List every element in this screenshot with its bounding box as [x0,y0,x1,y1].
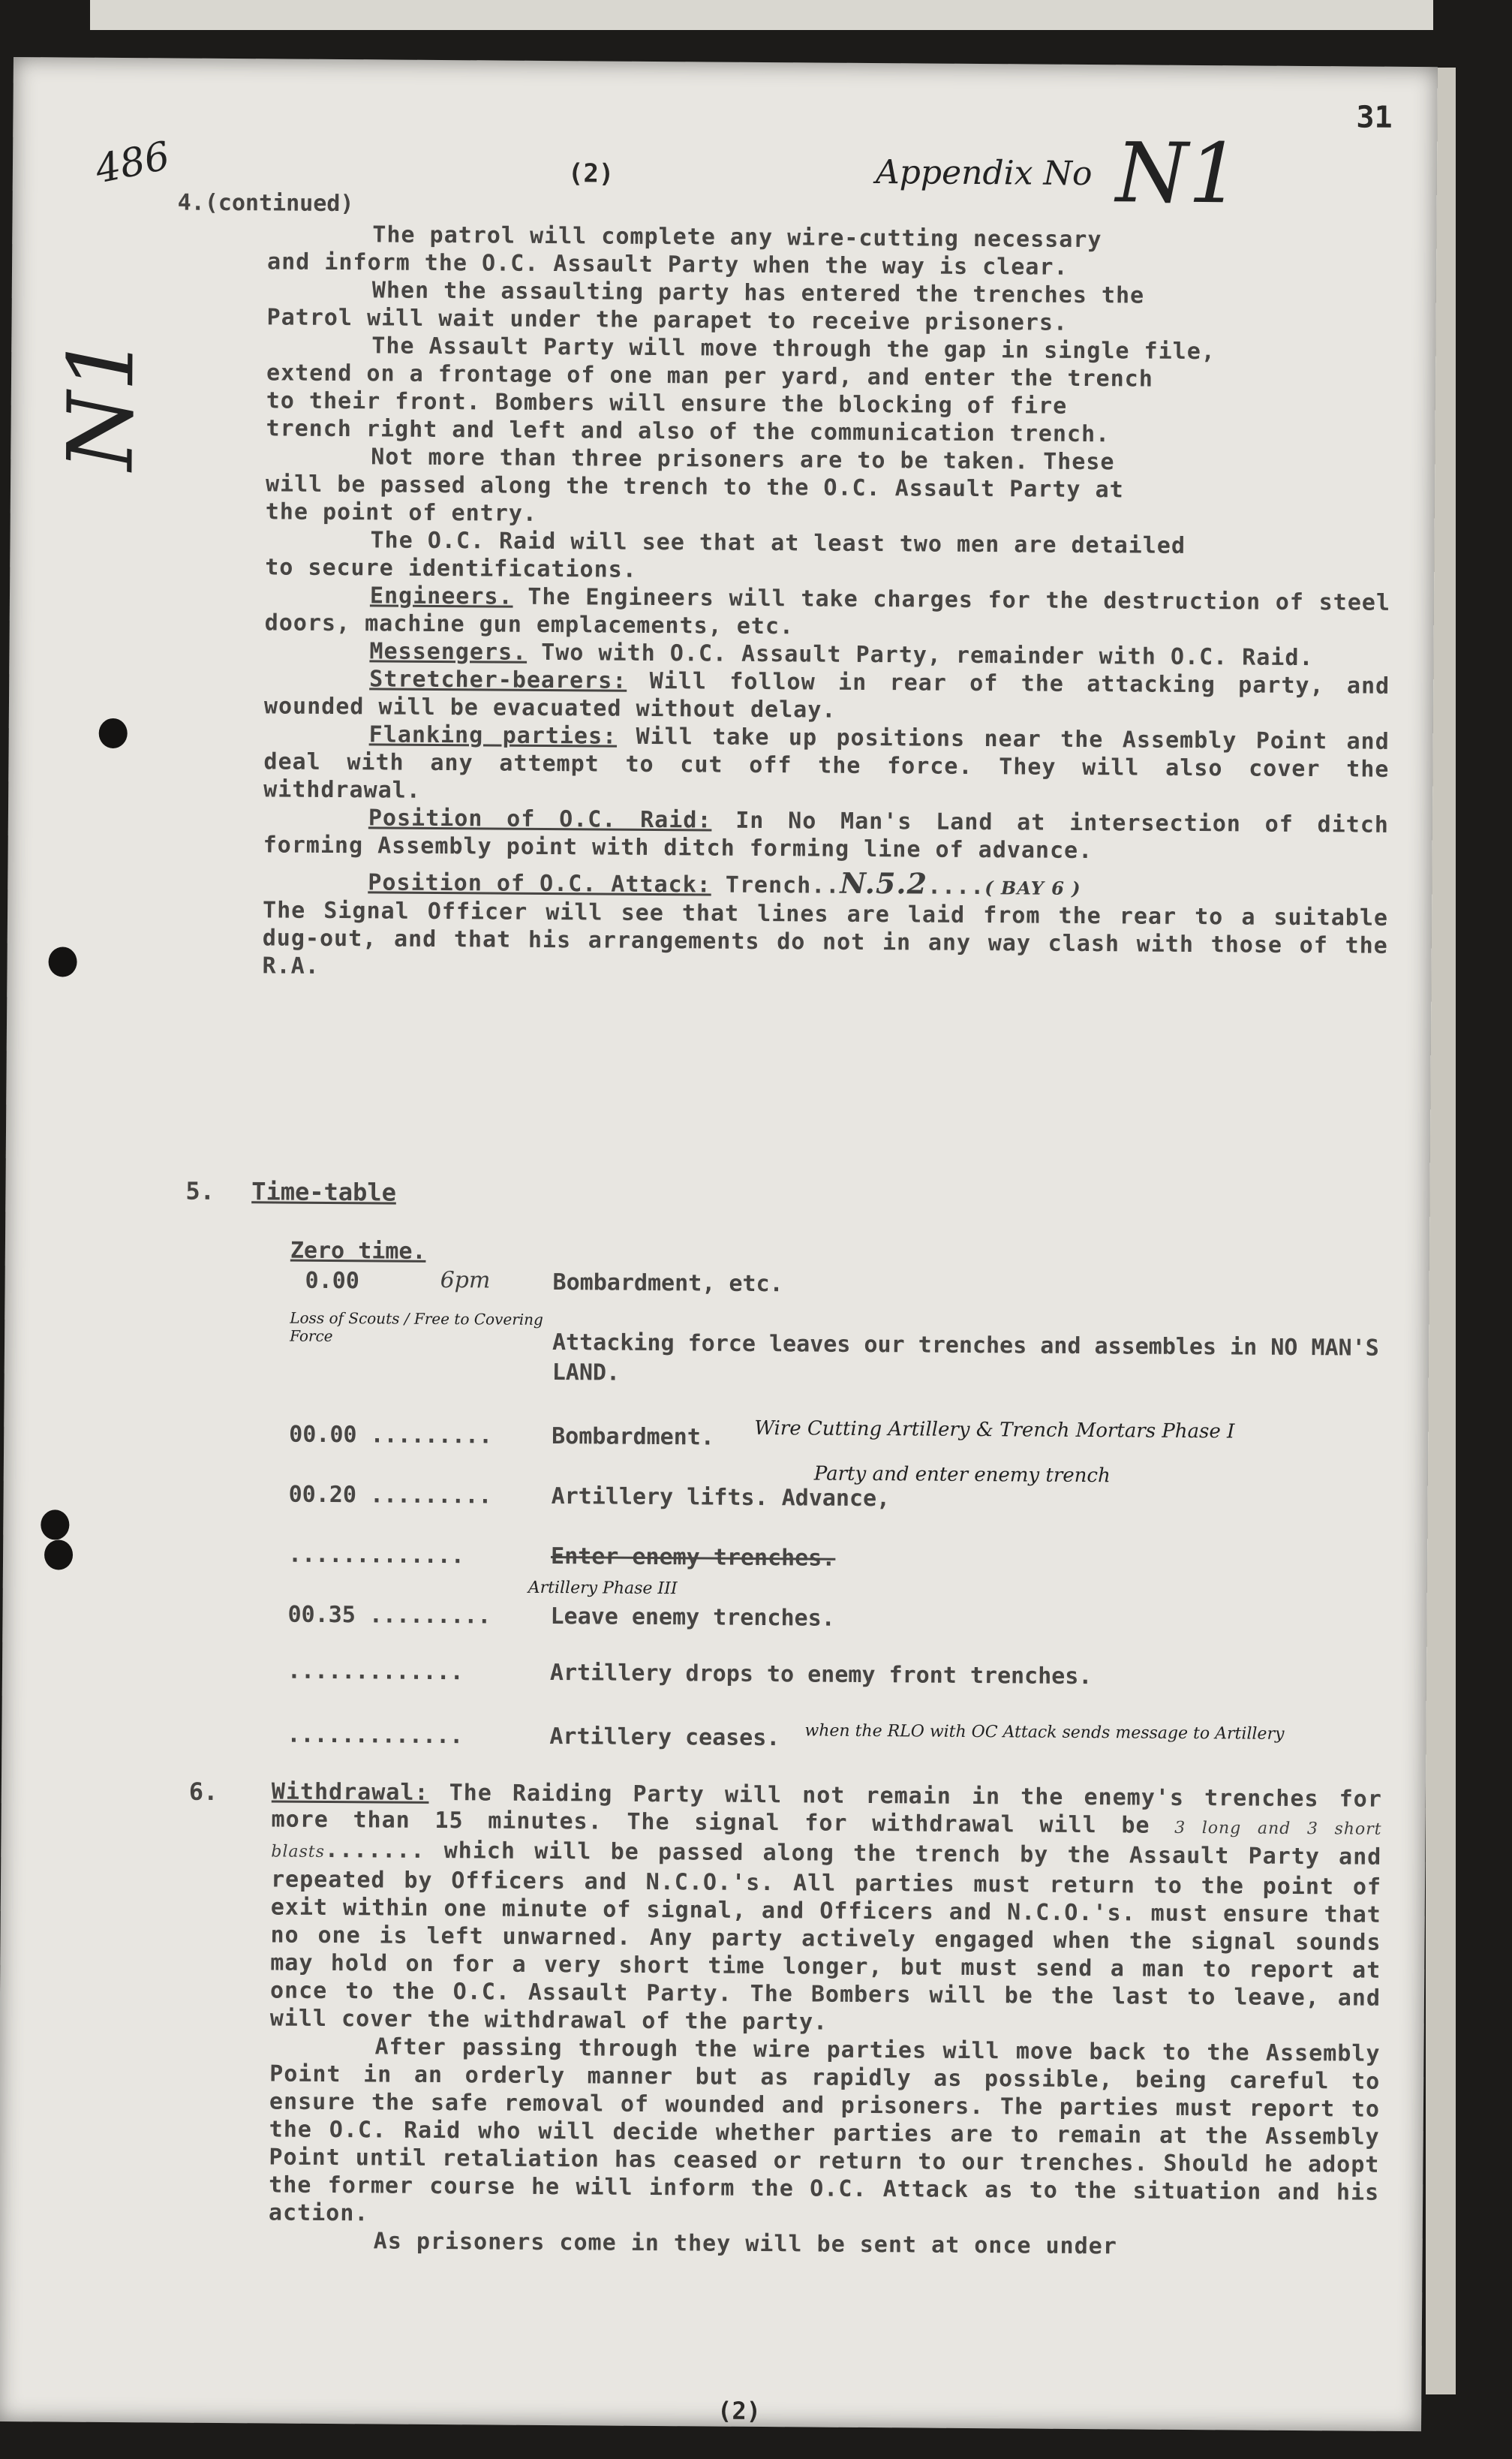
corner-number: 31 [1356,100,1393,135]
timetable-event: Bombardment, etc. [552,1269,783,1298]
section4-line: to their front. Bombers will ensure the blocking of fire [266,387,1068,420]
stretcher-label: Stretcher-bearers: [369,666,627,694]
section4-heading: 4.(continued) [177,189,354,218]
timetable-time: 00.35 ......... [287,1601,491,1630]
withdrawal-label: Withdrawal: [271,1778,429,1806]
timetable-time: ............. [287,1721,464,1750]
withdrawal-text-end: ....... which will be passed along the trench by the Assault Party and repeated by Officers and N.C.O.'s. All parties must return to the point of exit within one minute of signal, and Officers and N.C.O.'s. must ensure that no one is left unwarned. Any party actively engaged when the signal sounds may hold on for a very short time longer, but must send a man to report at once to the O.C. Assault Party. The Bombers will be the last to leave, and will cover the withdrawal of the party. [269,1836,1382,2036]
flanking-item [263,720,1390,811]
position-attack-label: Position of O.C. Attack: [368,869,711,898]
flanking-text: Will take up positions near the Assembly Point and deal with any attempt to cut off the force. They will also cover the withdrawal. [263,723,1390,804]
position-raid-label: Position of O.C. Raid: [368,805,712,834]
timetable-event: Artillery drops to enemy front trenches. [549,1660,1093,1690]
section5-label: Time-table [251,1177,397,1207]
margin-mark: N1 [49,334,155,471]
stretcher-item [264,664,1390,727]
position-attack-item: Position of O.C. Attack: Trench..N.5.2....( BAY 6 ) [368,865,1081,901]
timetable-time: ............. [287,1541,465,1570]
section4-line: The patrol will complete any wire-cutting necessary [372,221,1102,254]
timetable-note: Wire Cutting Artillery & Trench Mortars Phase I [754,1416,1235,1443]
timetable-note: Party and enter enemy trench [813,1462,1111,1488]
flanking-label: Flanking parties: [368,721,618,750]
archive-number: 486 [92,133,174,193]
section4-line: The O.C. Raid will see that at least two men are detailed [370,527,1186,559]
timetable-time: 00.20 ......... [288,1481,492,1509]
section4-line: and inform the O.C. Assault Party when the way is clear. [266,248,1069,281]
position-attack-bay: ( BAY 6 ) [984,877,1081,899]
engineers-item [265,581,1390,644]
section5-number: 5. [185,1176,215,1205]
section4-line: Not more than three prisoners are to be taken. These [371,444,1115,476]
section5-heading [185,1177,396,1207]
withdrawal-para2: After passing through the wire parties will move back to the Assembly Point in an orderly manner but as rapidly as possible, being careful to ensure the safe removal of wounded and prisoners. The parties must report to the O.C. Raid who will decide whether parties are to remain at the Assembly Point until retaliation has ceased or return to our trenches. Should he adopt the former course he will inform the O.C. Attack as to the situation and his action. [268,2033,1381,2227]
header-page-number: (2) [567,158,615,189]
appendix-label: Appendix No [875,153,1093,194]
section4-line: to secure identifications. [265,554,637,583]
timetable-time: ............. [287,1657,464,1686]
section4-line: The Assault Party will move through the gap in single file, [371,333,1216,366]
timetable-event: Bombardment. [552,1423,715,1451]
section4-line: the point of entry. [265,498,538,527]
stretcher-text: Will follow in rear of the attacking party, and wounded will be evacuated without delay. [263,667,1390,724]
timetable-event: Artillery lifts. Advance, [551,1483,891,1512]
appendix-mark: N1 [1115,125,1241,222]
punch-hole [99,718,128,748]
section4-line: extend on a frontage of one man per yard, and enter the trench [266,360,1153,393]
position-attack-text: Trench [725,871,812,899]
timetable-time: 0.00 [305,1267,359,1295]
engineers-text: The Engineers will take charges for the destruction of steel doors, machine gun emplacements, etc. [264,583,1391,640]
timetable-hw-time: 6pm [440,1267,491,1294]
timetable-event: Artillery ceases. [549,1723,780,1752]
timetable-event: Enter enemy trenches. [550,1543,836,1572]
position-attack-filled: N.5.2 [840,865,928,901]
withdrawal-para3: As prisoners come in they will be sent at once under [373,2228,1117,2260]
position-raid-item [263,803,1389,866]
position-raid-text: In No Man's Land at intersection of ditch forming Assembly point with ditch forming line of advance. [263,807,1390,865]
timetable-note: Artillery Phase III [528,1578,678,1599]
engineers-label: Engineers. [369,582,513,610]
timetable-time: Loss of Scouts / Free to Covering Force [290,1308,543,1346]
signal-text: The Signal Officer will see that lines are laid from the rear to a suitable dug-out, and that his arrangements do not in any way clash with those of the R.A. [262,897,1389,980]
section4-line: Patrol will wait under the parapet to receive prisoners. [266,304,1069,336]
document-page [0,57,1438,2431]
withdrawal-para [270,1777,1382,2039]
timetable-event: Attacking force leaves our trenches and assembles in NO MAN'S LAND. [552,1329,1379,1386]
section6-number: 6. [188,1777,218,1806]
withdrawal-text-start: The Raiding Party will not remain in the enemy's trenches for more than 15 minutes. The signal for withdrawal will be [271,1780,1382,1839]
punch-hole [41,1509,69,1540]
section4-body [262,220,1393,987]
messengers-label: Messengers. [369,638,528,666]
withdrawal-signal: 3 long and 3 short blasts [271,1818,1382,1862]
punch-hole [48,947,77,977]
section6-body [269,1777,1382,2262]
section4-line: When the assaulting party has entered the trenches the [371,277,1145,309]
section4-line: trench right and left and also of the communication trench. [266,415,1111,448]
timetable-event: Leave enemy trenches. [550,1603,835,1632]
zero-time-label: Zero time. [290,1237,426,1265]
section4-line: will be passed along the trench to the O.C. Assault Party at [265,471,1124,504]
punch-hole [44,1540,73,1570]
back-sheet-top [90,0,1433,30]
timetable-time: 00.00 ......... [289,1421,493,1449]
footer-page-number: (2) [717,2396,762,2426]
timetable-note: when the RLO with OC Attack sends message to Artillery [804,1721,1285,1744]
messengers-text: Two with O.C. Assault Party, remainder with O.C. Raid. [541,639,1314,672]
